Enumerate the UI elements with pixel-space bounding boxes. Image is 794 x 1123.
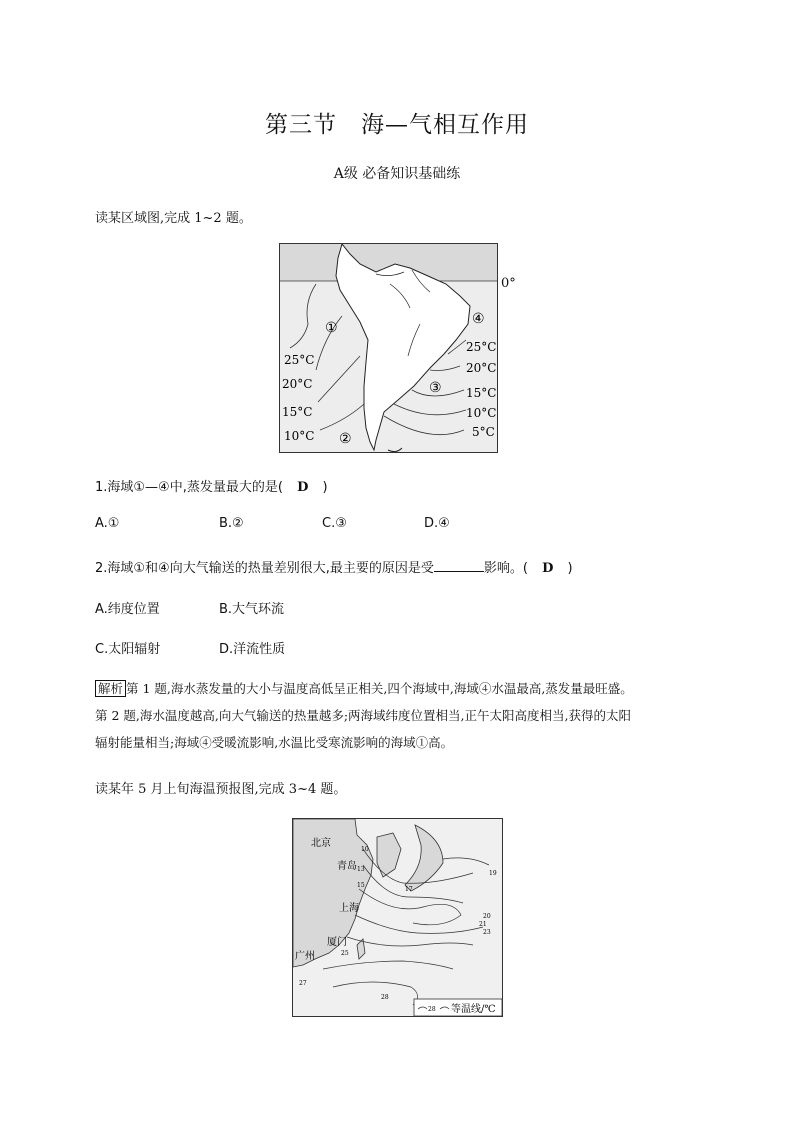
west-isotherm-label-25: 25°C [284,353,315,367]
isotherm-label-10: 10 [361,846,369,853]
west-isotherm-label-15: 15°C [282,405,313,419]
intro-q3-4: 读某年 5 月上旬海温预报图,完成 3~4 题。 [95,782,347,797]
east-isotherm-label-15: 15°C [466,386,497,400]
city-shanghai: 上海 [339,903,359,914]
region-label-3: ③ [429,380,442,396]
city-guangzhou: 广州 [295,951,315,962]
q1-option-b: B.② [219,516,244,531]
question-1 [95,476,328,495]
legend-label: 等温线/℃ [451,1004,496,1015]
city-beijing: 北京 [311,838,331,849]
east-isotherm-label-20: 20°C [466,361,497,375]
question-2 [95,557,573,576]
city-xiamen: 厦门 [327,937,347,948]
legend-value: 28 [428,1006,436,1013]
isotherm-label-20: 20 [483,913,491,920]
isotherm-label-23: 23 [483,929,491,936]
east-isotherm-label-10: 10°C [466,406,497,420]
page-title: 第三节 海—气相互作用 [265,112,529,138]
west-isotherm-label-10: 10°C [284,429,315,443]
isotherm-label-21: 21 [479,921,487,928]
q2-option-d: D.洋流性质 [219,642,286,657]
isotherm-label-28: 28 [381,994,389,1001]
isotherm-label-27: 27 [299,980,307,987]
east-isotherm-label-5: 5°C [472,425,495,439]
region-label-1: ① [325,320,338,336]
isotherm-label-25: 25 [341,950,349,957]
q2-option-a: A.纬度位置 [95,602,160,617]
analysis-line-2: 第 2 题,海水温度越高,向大气输送的热量越多;两海域纬度位置相当,正午太阳高度相当,获得的太阳 [95,708,632,723]
question-2-blank [434,559,484,572]
region-label-4: ④ [472,311,485,327]
west-isotherm-label-20: 20°C [282,377,313,391]
question-1-answer: D [297,480,309,495]
section-subtitle: A级 必备知识基础练 [333,166,461,182]
isotherm-label-19: 19 [489,870,497,877]
south-america-map [279,243,498,453]
region-label-2: ② [339,431,352,447]
q1-option-a: A.① [95,516,120,531]
analysis-line-1 [95,679,633,697]
intro-q1-2: 读某区域图,完成 1~2 题。 [95,211,252,226]
question-2-answer: D [542,561,554,576]
q2-option-c: C.太阳辐射 [95,642,161,657]
question-1-stem: 1.海域①—④中,蒸发量最大的是( [95,480,283,495]
question-1-close: ) [322,480,328,495]
sea-temperature-map [292,818,503,1017]
city-qingdao: 青岛 [337,861,357,872]
isotherm-label-13: 13 [357,866,365,873]
q1-option-d: D.④ [424,516,450,531]
question-2-stem-a: 2.海域①和④向大气输送的热量差别很大,最主要的原因是受 [95,561,434,576]
question-2-close: ) [567,561,573,576]
isotherm-label-17: 17 [405,886,413,893]
q1-option-c: C.③ [322,516,347,531]
analysis-tag: 解析 [95,680,126,697]
isotherm-label-15: 15 [357,882,365,889]
east-isotherm-label-25: 25°C [466,340,497,354]
equator-label: 0° [501,276,516,291]
analysis-line-3: 辐射能量相当;海域④受暖流影响,水温比受寒流影响的海域①高。 [95,735,454,750]
q2-option-b: B.大气环流 [219,602,285,617]
analysis-text-1: 第 1 题,海水蒸发量的大小与温度高低呈正相关,四个海域中,海域④水温最高,蒸发量最旺盛。 [126,681,633,696]
question-2-stem-b: 影响。( [483,561,528,576]
